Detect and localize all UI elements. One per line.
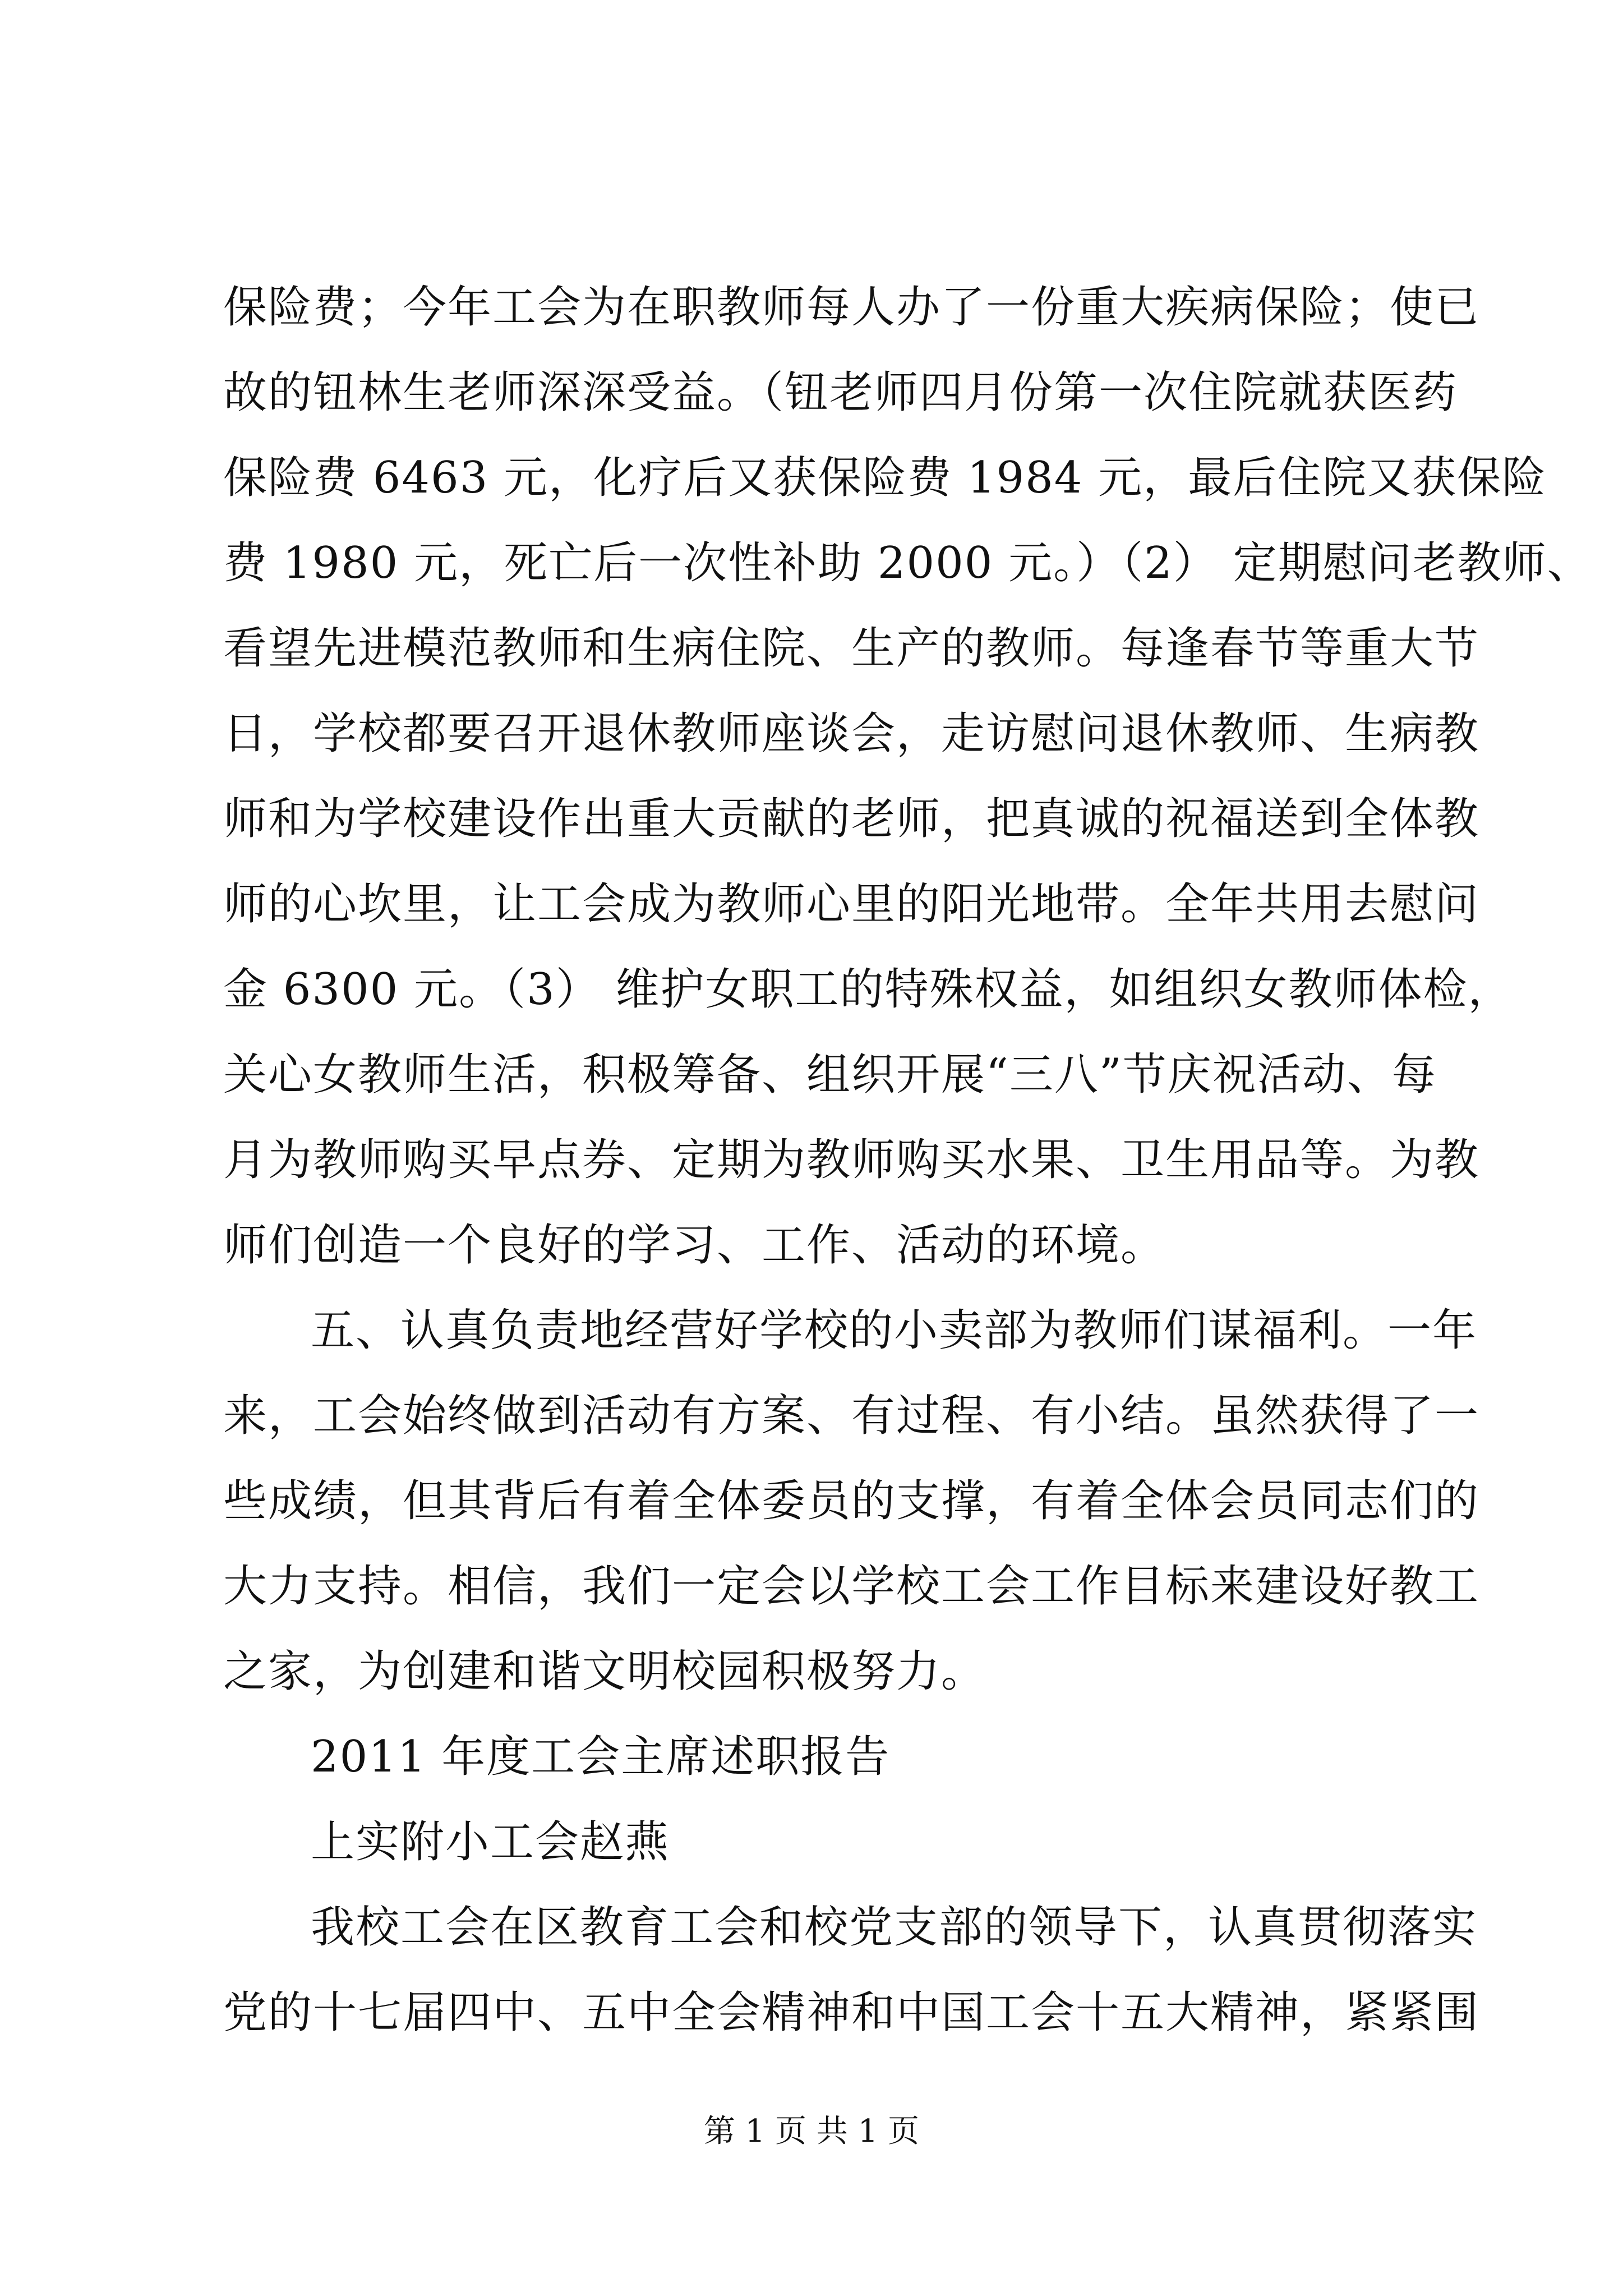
body-text [223,265,1592,2055]
report-author: 上实附小工会赵燕 [311,1817,670,1867]
text-line: 党的十七届四中、五中全会精神和中国工会十五大精神，紧紧围 [223,1987,1480,2038]
text-line: 金 6300 元。（3） 维护女职工的特殊权益，如组织女教师体检， [223,964,1513,1015]
text-line: 保险费 6463 元，化疗后又获保险费 1984 元，最后住院又获保险 [223,453,1547,503]
paragraph-start-line: 我校工会在区教育工会和校党支部的领导下，认真贯彻落实 [311,1902,1478,1953]
text-line: 关心女教师生活，积极筹备、组织开展“三八”节庆祝活动、每 [223,1050,1437,1100]
text-line: 师和为学校建设作出重大贡献的老师，把真诚的祝福送到全体教 [223,794,1480,844]
report-title: 2011 年度工会主席述职报告 [311,1732,891,1782]
text-line: 之家，为创建和谐文明校园积极努力。 [223,1646,986,1697]
text-line: 月为教师购买早点券、定期为教师购买水果、卫生用品等。为教 [223,1135,1480,1185]
text-line: 日，学校都要召开退休教师座谈会，走访慰问退休教师、生病教 [223,708,1480,759]
section-five-line: 五、认真负责地经营好学校的小卖部为教师们谋福利。一年 [311,1305,1478,1356]
page-footer: 第 1 页 共 1 页 [703,2113,920,2150]
text-line: 看望先进模范教师和生病住院、生产的教师。每逢春节等重大节 [223,623,1480,674]
text-line: 师的心坎里，让工会成为教师心里的阳光地带。全年共用去慰问 [223,879,1480,930]
text-line: 大力支持。相信，我们一定会以学校工会工作目标来建设好教工 [223,1561,1480,1612]
text-line: 故的钮林生老师深深受益。（钮老师四月份第一次住院就获医药 [223,367,1458,418]
text-line: 来，工会始终做到活动有方案、有过程、有小结。虽然获得了一 [223,1391,1480,1441]
text-line: 保险费；今年工会为在职教师每人办了一份重大疾病保险；使已 [223,282,1480,333]
text-line: 师们创造一个良好的学习、工作、活动的环境。 [223,1220,1166,1271]
text-line: 费 1980 元，死亡后一次性补助 2000 元。）（2） 定期慰问老教师、 [223,538,1592,588]
text-line: 些成绩，但其背后有着全体委员的支撑，有着全体会员同志们的 [223,1476,1480,1526]
